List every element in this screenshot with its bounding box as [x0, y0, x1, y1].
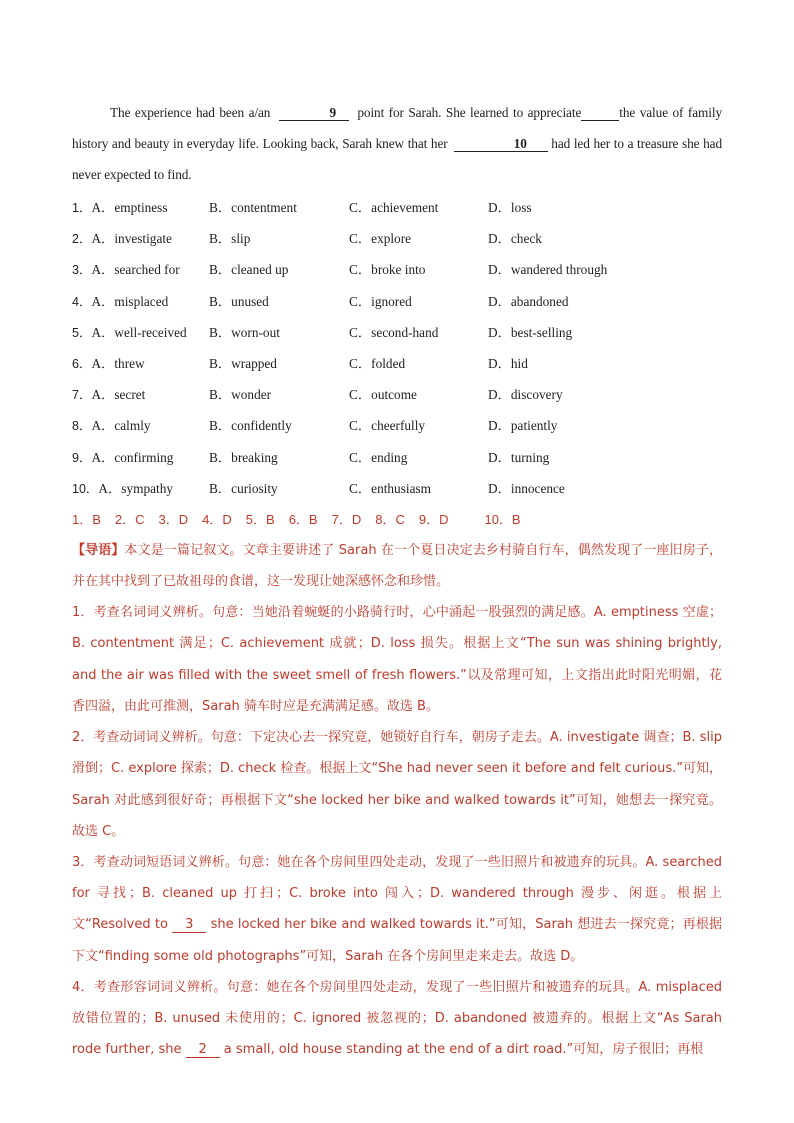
option-c: C．achievement	[349, 200, 439, 215]
option-b: B．slip	[209, 231, 251, 247]
answer: 8．C	[375, 511, 405, 527]
explanation-text: 4．考查形容词词义辨析。句意：她在各个房间里四处走动，发现了一些旧照片和被遗弃的玩具。A. misplaced 放错位置的；B. unused 未使用的；C. ignored 被忽视的；D. abandoned 被遗弃的。根据上文“As Sarah rode further, she	[72, 979, 722, 1058]
option-a: A．well-received	[91, 324, 187, 340]
option-c: C．cheerfully	[349, 418, 426, 434]
passage-text: had led her to a treasure she had never expected to find.	[72, 136, 722, 182]
question-number: 9．	[72, 450, 92, 465]
guide-text: 本文是一篇记叙文。文章主要讲述了 Sarah 在一个夏日决定去乡村骑自行车，偶然发现了一座旧房子，并在其中找到了已故祖母的食谱，这一发现让她深感怀念和珍惜。	[72, 542, 722, 590]
answer: 3．D	[158, 511, 189, 527]
option-d: D．innocence	[488, 480, 565, 496]
passage-text: point for Sarah. She learned to appreciate	[357, 105, 582, 120]
option-d: D．hid	[488, 355, 528, 371]
question-number: 10．	[72, 481, 99, 496]
option-b: B．wrapped	[209, 355, 277, 371]
option-row	[72, 348, 722, 379]
question-number: 5．	[72, 325, 92, 340]
option-row	[72, 223, 722, 254]
option-row	[72, 442, 722, 473]
blank-10: 10	[454, 137, 548, 152]
option-c: C．ending	[349, 449, 408, 465]
answer: 9．D	[418, 511, 449, 527]
option-a: A．investigate	[91, 231, 172, 247]
answer: 6．B	[288, 511, 318, 527]
option-row	[72, 379, 722, 410]
explanation-text: 3．考查动词短语词义辨析。句意：她在各个房间里四处走动，发现了一些旧照片和被遗弃的玩具。A. searched for 寻找；B. cleaned up 打扫；C. broke into 闯入；D. wandered through 漫步、闲逛。根据上文“Resolved to	[72, 854, 722, 933]
question-number: 4．	[72, 294, 92, 309]
question-number: 1．	[72, 201, 92, 215]
option-b: B．breaking	[209, 449, 278, 465]
option-row	[72, 410, 722, 441]
option-d: D．patiently	[488, 418, 558, 434]
option-b: B．confidently	[209, 418, 292, 434]
explanation-1: 1．考查名词词义辨析。句意：当她沿着蜿蜒的小路骑行时，心中涌起一股强烈的满足感。A. emptiness 空虚；B. contentment 满足；C. achievement 成就；D. loss 损失。根据上文“The sun was shining brightly, and the air was filled with the sweet smell of fresh flowers.”以及常理可知，上文指出此时阳光明媚，花香四溢，由此可推测，Sarah 骑车时应是充满满足感。故选 B。	[72, 605, 722, 714]
options-list	[72, 192, 722, 504]
blank-9: 9	[279, 106, 349, 121]
option-d: D．loss	[488, 200, 532, 215]
option-b: B．cleaned up	[209, 262, 289, 278]
option-a: A．misplaced	[91, 293, 169, 309]
option-b: B．worn-out	[209, 324, 280, 340]
option-d: D．best-selling	[488, 324, 573, 340]
answer: 1．B	[72, 511, 101, 527]
answer: 5．B	[245, 511, 275, 527]
option-c: C．ignored	[349, 293, 412, 309]
option-row	[72, 254, 722, 285]
explanation-4	[72, 972, 722, 1066]
option-d: D．turning	[488, 449, 550, 465]
option-row	[72, 317, 722, 348]
option-a: A．emptiness	[91, 200, 168, 215]
question-number: 2．	[72, 232, 92, 247]
passage-text: The experience had been a/an	[110, 105, 271, 120]
answer: 10．B	[484, 511, 521, 527]
option-c: C．folded	[349, 355, 406, 371]
answer: 7．D	[331, 511, 362, 527]
option-row	[72, 473, 722, 504]
option-row	[72, 286, 722, 317]
option-d: D．check	[488, 231, 542, 247]
question-number: 3．	[72, 263, 92, 278]
option-b: B．curiosity	[209, 480, 278, 496]
option-a: A．calmly	[91, 418, 151, 434]
option-a: A．threw	[91, 355, 145, 371]
option-d: D．abandoned	[488, 293, 569, 309]
passage-paragraph	[72, 97, 722, 190]
explanation-text: a small, old house standing at the end of a dirt road.”可知，房子很旧；再根	[223, 1042, 704, 1058]
option-row	[72, 192, 722, 223]
explanation-3	[72, 847, 722, 972]
option-a: A．confirming	[91, 449, 174, 465]
option-a: A．sympathy	[98, 480, 174, 496]
option-c: C．second-hand	[349, 324, 439, 340]
explanation-2: 2．考查动词词义辨析。句意：下定决心去一探究竟，她锁好自行车，朝房子走去。A. investigate 调查；B. slip 滑倒；C. explore 探索；D. check 检查。根据上文“She had never seen it before and felt curious.”可知，Sarah 对此感到很好奇；再根据下文“she locked her bike and walked towards it”可知，她想去一探究竟。故选 C。	[72, 730, 722, 839]
blank-unnumbered	[581, 106, 619, 121]
option-c: C．explore	[349, 231, 412, 247]
option-c: C．broke into	[349, 262, 426, 278]
question-number: 6．	[72, 356, 92, 371]
document-page	[72, 97, 722, 1065]
option-d: D．discovery	[488, 387, 563, 403]
option-d: D．wandered through	[488, 262, 608, 278]
option-b: B．wonder	[209, 387, 272, 403]
option-a: A．secret	[91, 387, 146, 403]
option-c: C．enthusiasm	[349, 480, 431, 496]
answer-key	[72, 504, 722, 535]
answer: 2．C	[114, 511, 145, 527]
guide-tag: 【导语】	[72, 542, 125, 558]
passage-text: the value of family history and beauty in everyday life. Looking back, Sarah knew that her	[72, 105, 722, 151]
guide-paragraph	[72, 535, 722, 597]
question-number: 8．	[72, 419, 92, 434]
option-b: B．unused	[209, 293, 269, 309]
option-b: B．contentment	[209, 200, 297, 215]
question-number: 7．	[72, 388, 92, 403]
quoted-blank: 3	[172, 918, 206, 933]
option-c: C．outcome	[349, 387, 417, 403]
explanation-text: she locked her bike and walked towards it.”可知，Sarah 想进去一探究竟；再根据下文“finding some old photographs”可知，Sarah 在各个房间里走来走去。故选 D。	[72, 917, 722, 964]
option-a: A．searched for	[91, 262, 180, 278]
quoted-blank: 2	[186, 1043, 220, 1058]
answer: 4．D	[202, 511, 232, 527]
